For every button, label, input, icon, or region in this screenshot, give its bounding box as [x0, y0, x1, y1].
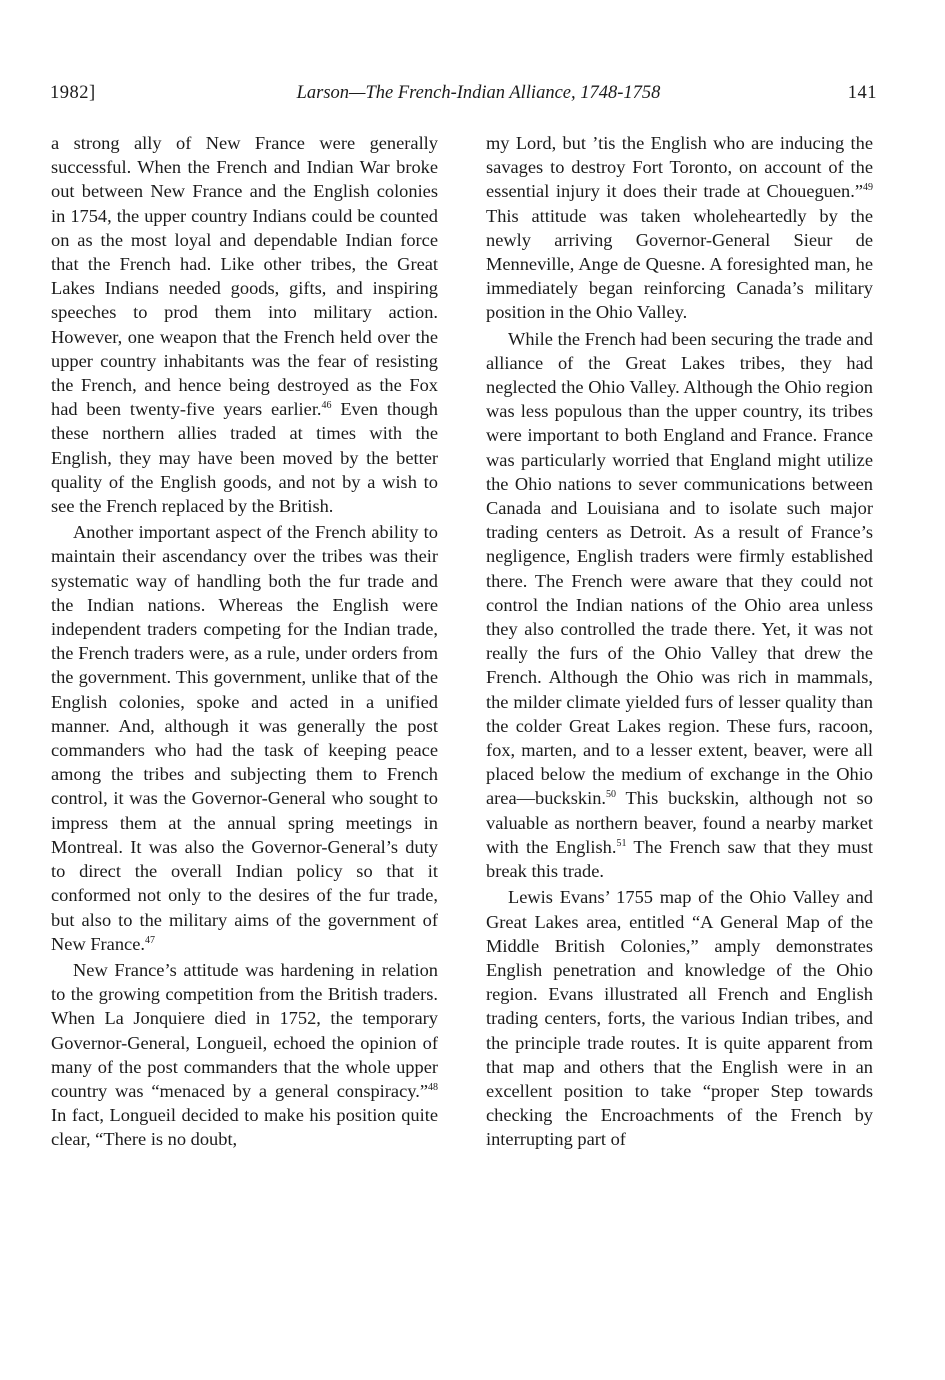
footnote-ref: 47	[144, 934, 155, 946]
paragraph: Another important aspect of the French ability to maintain their ascendancy over the tribes was their systematic way of handling both the fur trade and the Indian nations. Whereas the English were independent traders competing for the Indian trade, the French traders were, as a rule, under orders from the government. This government, unlike that of the English colonies, spoke and acted in a unified manner. And, although it was generally the post commanders who had the task of keeping peace among the tribes and subjecting them to French control, it was the Governor-General who sought to impress them at the annual spring meetings in Montreal. It was also the Governor-General’s duty to direct the overall Indian policy so that it conformed not only to the desires of the fur trade, but also to the military aims of the government of New France.$^{47}$	[51, 522, 438, 954]
paragraph: While the French had been securing the trade and alliance of the Great Lakes tribes, they had neglected the Ohio Valley. Although the Ohio region was less populous than the upper country, its tribes were important to both England and France. France was particularly worried that England might utilize the Ohio nations to sever communications between Canada and Louisiana and to isolate such major trading centers as Detroit. As a result of France’s negligence, English traders were firmly established there. The French were aware that they could not control the Indian nations of the Ohio area unless they also controlled the trade there. Yet, it was not really the furs of the Ohio Valley that drew the French. Although the Ohio was rich in mammals, the milder climate yielded furs of lesser quality than the colder Great Lakes region. These furs, racoon, fox, marten, and to a lesser extent, beaver, were all placed below the medium of exchange in the Ohio area—buckskin.$^{50}$ This buckskin, although not so valuable as northern beaver, found a nearby market with the English.$^{51}$ The French saw that they must break this trade.	[486, 328, 873, 882]
left-column	[51, 131, 438, 1152]
paragraph: New France’s attitude was hardening in relation to the growing competition from the British traders. When La Jonquiere died in 1752, the temporary Governor-General, Longueil, echoed the opinion of many of the post commanders that the whole upper country was “menaced by a general conspiracy.”$^{48}$ In fact, Longueil decided to make his position quite clear, “There is no doubt,	[51, 959, 438, 1150]
running-header	[50, 79, 877, 107]
right-column	[486, 131, 873, 1152]
paragraph: a strong ally of New France were generally successful. When the French and Indian War broke out between New France and the English colonies in 1754, the upper country Indians could be counted on as the most loyal and dependable Indian force that the French had. Like other tribes, the Great Lakes Indians needed goods, gifts, and inspiring speeches to prod them into military action. However, one weapon that the French held over the upper country inhabitants was the fear of resisting the French, and hence being destroyed as the Fox had been twenty-five years earlier.$^{46}$ Even though these northern allies traded at times with the English, they may have been moved by the better quality of the English goods, and not by a wish to see the French replaced by the British.	[51, 133, 438, 517]
paragraph: my Lord, but ’tis the English who are inducing the savages to destroy Fort Toronto, on account of the essential injury it does their trade at Choueguen.”$^{49}$ This attitude was taken wholeheartedly by the newly arriving Governor-General Sieur de Menneville, Ange de Quesne. A foresighted man, he immediately began reinforcing Canada’s military position in the Ohio Valley.	[486, 133, 873, 323]
running-title: Larson—The French-Indian Alliance, 1748-1758	[296, 83, 661, 103]
paragraph: Lewis Evans’ 1755 map of the Ohio Valley and Great Lakes area, entitled “A General Map of the Middle British Colonies,” amply demonstrates English penetration and knowledge of the Ohio region. Evans illustrated all French and English trading centers, forts, the various Indian tribes, and the principle trade routes. It is quite apparent from that map and others that the English were in an excellent position to take “proper Step towards checking the Encroachments of the French by interrupting part of	[486, 887, 873, 1150]
footnote-ref: 50	[606, 789, 617, 801]
footnote-ref: 48	[428, 1081, 438, 1093]
page-number: 141	[847, 83, 877, 103]
journal-year: 1982]	[50, 83, 96, 103]
footnote-ref: 49	[863, 182, 873, 194]
footnote-ref: 51	[616, 837, 627, 849]
footnote-ref: 46	[321, 400, 332, 412]
